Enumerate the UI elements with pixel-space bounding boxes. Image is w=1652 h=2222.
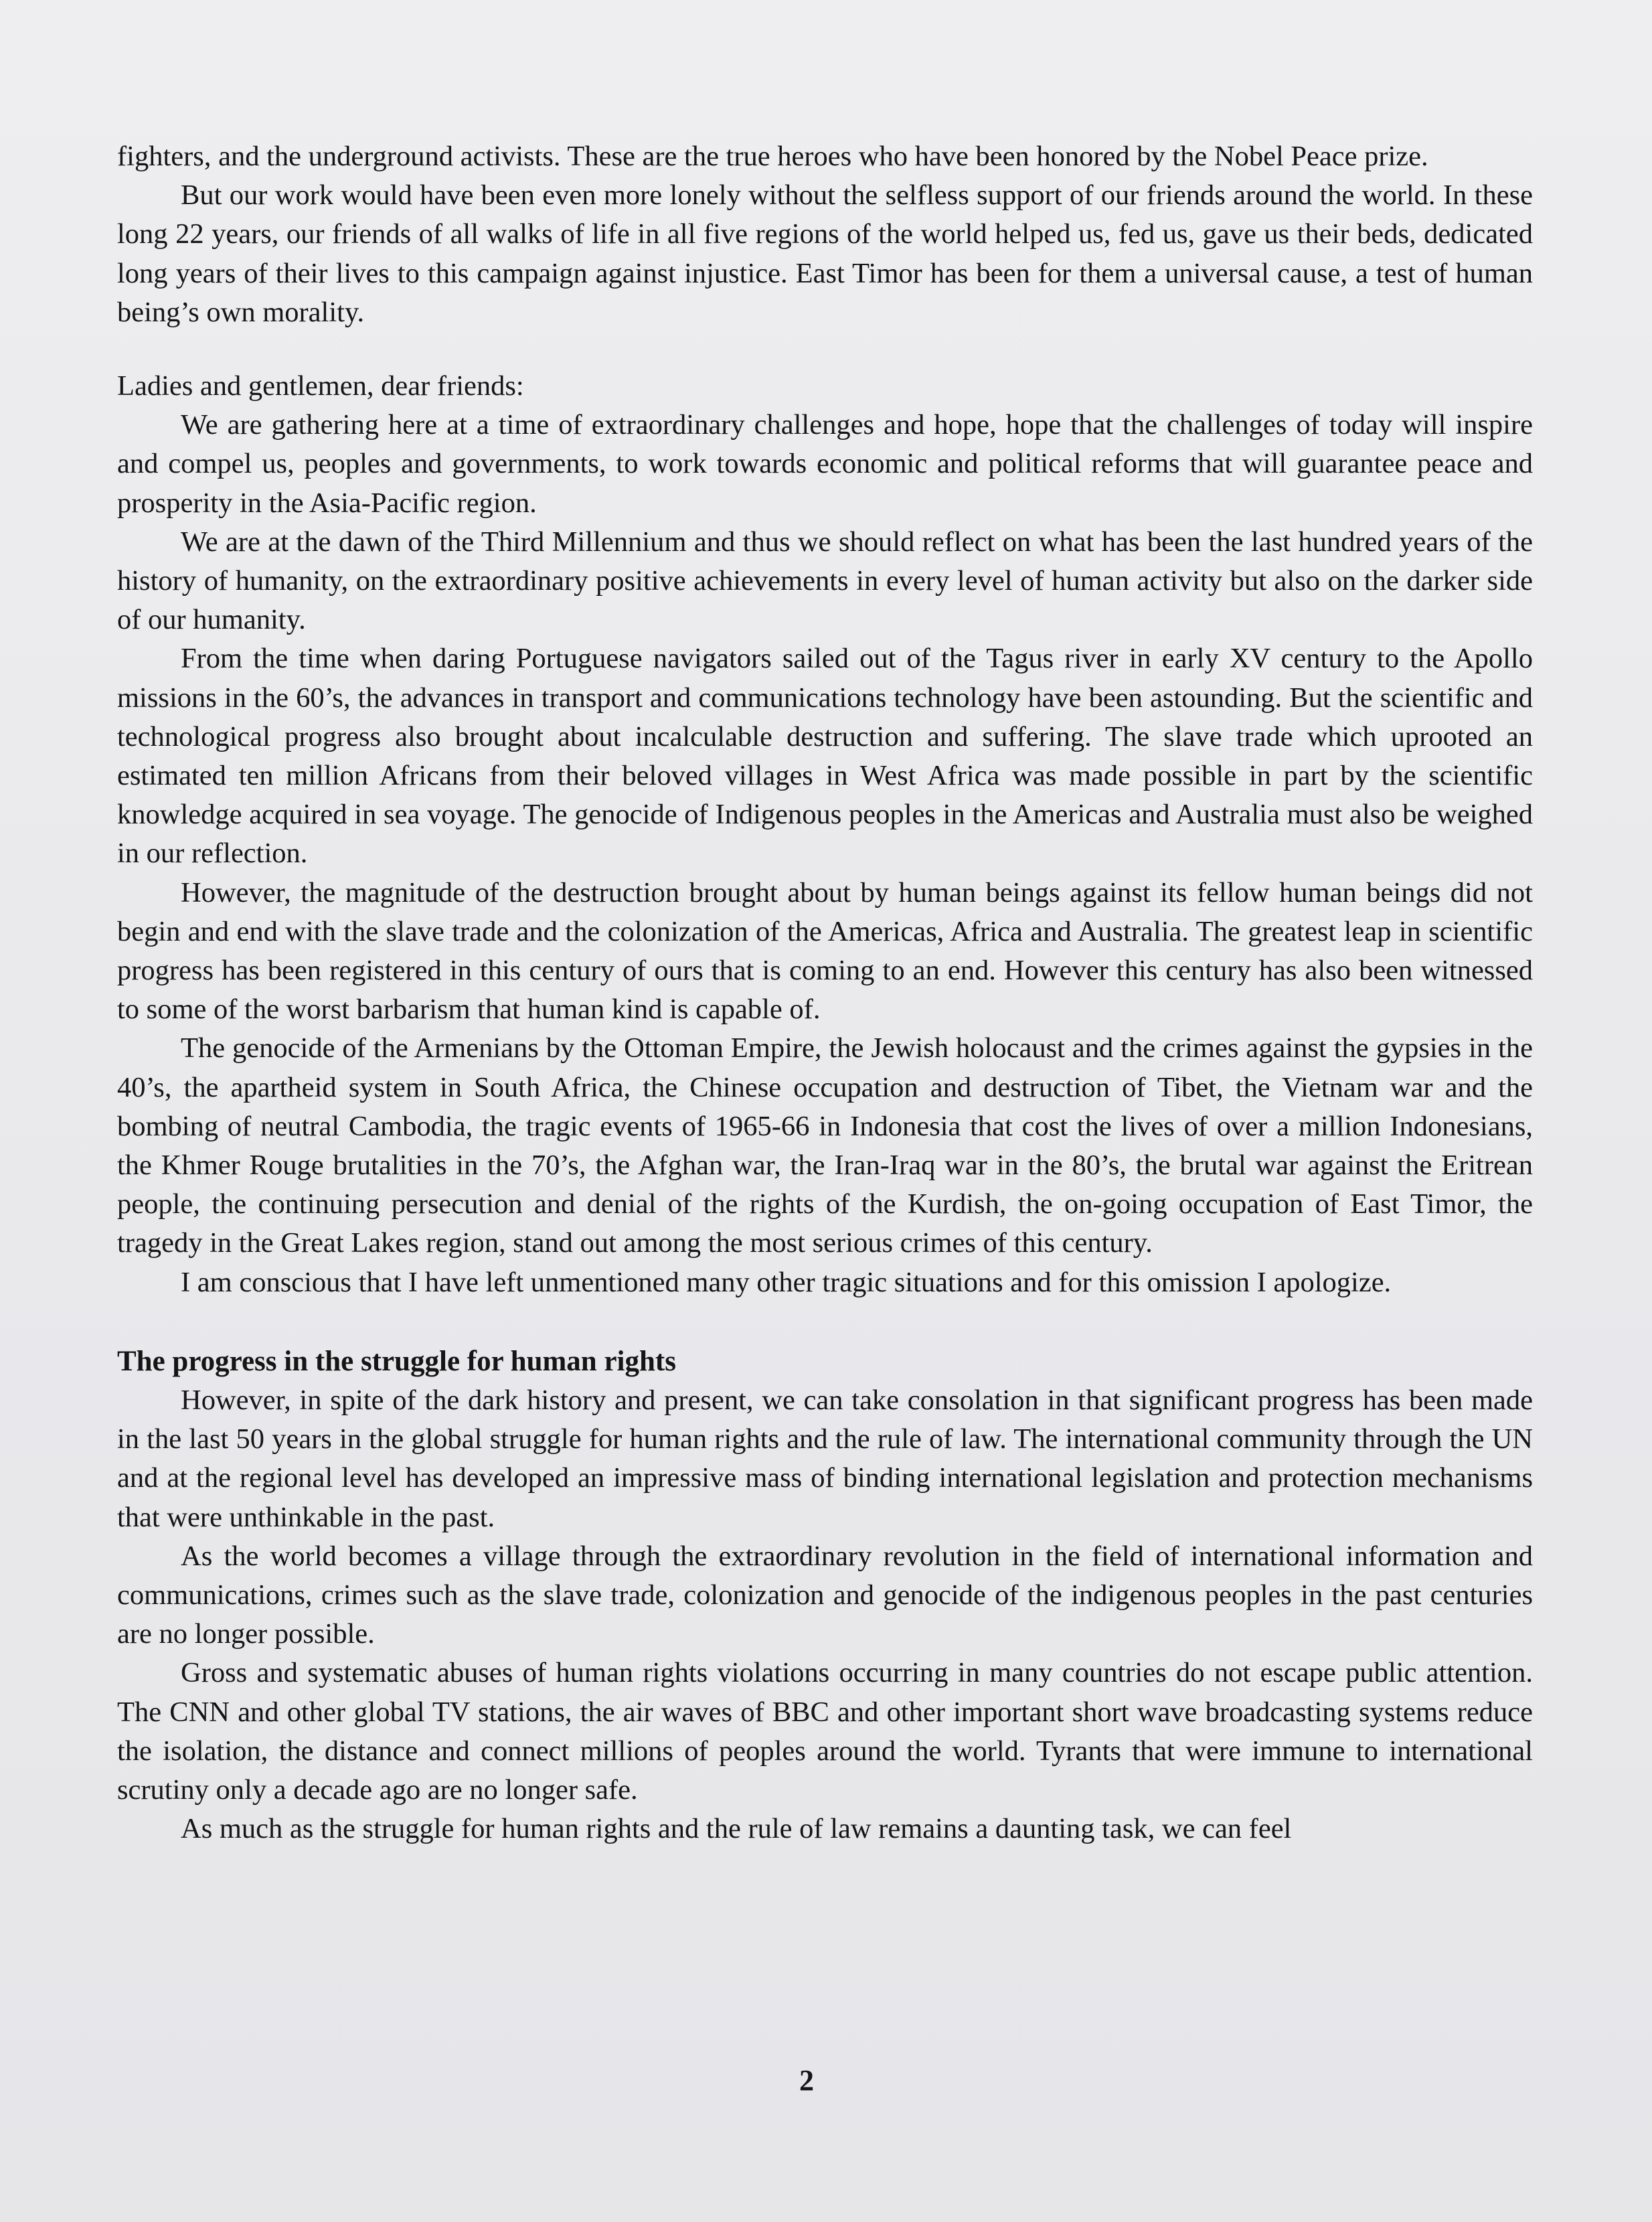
paragraph-media: Gross and systematic abuses of human rights violations occurring in many countries do not escape public attention. The CNN and other global TV stations, the air waves of BBC and other important short wave broadcasting systems reduce the isolation, the distance and connect millions of peoples around the world. Tyrants that were immune to international scrutiny only a decade ago are no longer safe. — [117, 1657, 1533, 1806]
paragraph-navigators: From the time when daring Portuguese navigators sailed out of the Tagus river in early XV century to the Apollo missions in the 60’s, the advances in transport and communications technology have been astounding. But the scientific and technological progress also brought about incalculable destruction and suffering. The slave trade which uprooted an estimated ten million Africans from their beloved villages in West Africa was made possible in part by the scientific knowledge acquired in sea voyage. The genocide of Indigenous peoples in the Americas and Australia must also be weighed in our reflection. — [117, 643, 1533, 870]
body-text — [117, 137, 1533, 1848]
paragraph-global-village: As the world becomes a village through the extraordinary revolution in the field of international information and communications, crimes such as the slave trade, colonization and genocide of the indigenous peoples in the past centuries are no longer possible. — [117, 1540, 1533, 1650]
paragraph-genocides: The genocide of the Armenians by the Ottoman Empire, the Jewish holocaust and the crimes against the gypsies in the 40’s, the apartheid system in South Africa, the Chinese occupation and destruction of Tibet, the Vietnam war and the bombing of neutral Cambodia, the tragic events of 1965-66 in Indonesia that cost the lives of over a million Indonesians, the Khmer Rouge brutalities in the 70’s, the Afghan war, the Iran-Iraq war in the 80’s, the brutal war against the Eritrean people, the continuing persecution and denial of the rights of the Kurdish, the on-going occupation of East Timor, the tragedy in the Great Lakes region, stand out among the most serious crimes of this century. — [117, 1032, 1533, 1259]
paragraph-progress: However, in spite of the dark history and present, we can take consolation in that significant progress has been made in the last 50 years in the global struggle for human rights and the rule of law. The international community through the UN and at the regional level has developed an impressive mass of binding international legislation and protection mechanisms that were unthinkable in the past. — [117, 1384, 1533, 1533]
paragraph-magnitude: However, the magnitude of the destruction brought about by human beings against its fellow human beings did not begin and end with the slave trade and the colonization of the Americas, Africa and Australia. The greatest leap in scientific progress has been registered in this century of ours that is coming to an end. However this century has also been witnessed to some of the worst barbarism that human kind is capable of. — [117, 876, 1533, 1026]
section-heading: The progress in the struggle for human rights — [117, 1345, 676, 1377]
paragraph-closing-fragment: As much as the struggle for human rights and the rule of law remains a daunting task, we can feel — [181, 1813, 1292, 1845]
paragraph-third-millennium: We are at the dawn of the Third Millennium and thus we should reflect on what has been the last hundred years of the history of humanity, on the extraordinary positive achievements in every level of human activity but also on the darker side of our humanity. — [117, 526, 1533, 636]
paragraph-apology: I am conscious that I have left unmentioned many other tragic situations and for this omission I apologize. — [181, 1266, 1392, 1298]
paragraph-friends-support: But our work would have been even more lonely without the selfless support of our friends around the world. In these long 22 years, our friends of all walks of life in all five regions of the world helped us, fed us, gave us their beds, dedicated long years of their lives to this campaign against injustice. East Timor has been for them a universal cause, a test of human being’s own morality. — [117, 179, 1533, 328]
paragraph-continuation: fighters, and the underground activists. These are the true heroes who have been honored by the Nobel Peace prize. — [117, 141, 1428, 172]
salutation: Ladies and gentlemen, dear friends: — [117, 370, 524, 402]
page-number: 2 — [799, 2064, 814, 2097]
paragraph-gathering: We are gathering here at a time of extraordinary challenges and hope, hope that the challenges of today will inspire and compel us, peoples and governments, to work towards economic and political reforms that will guarantee peace and prosperity in the Asia-Pacific region. — [117, 409, 1533, 519]
